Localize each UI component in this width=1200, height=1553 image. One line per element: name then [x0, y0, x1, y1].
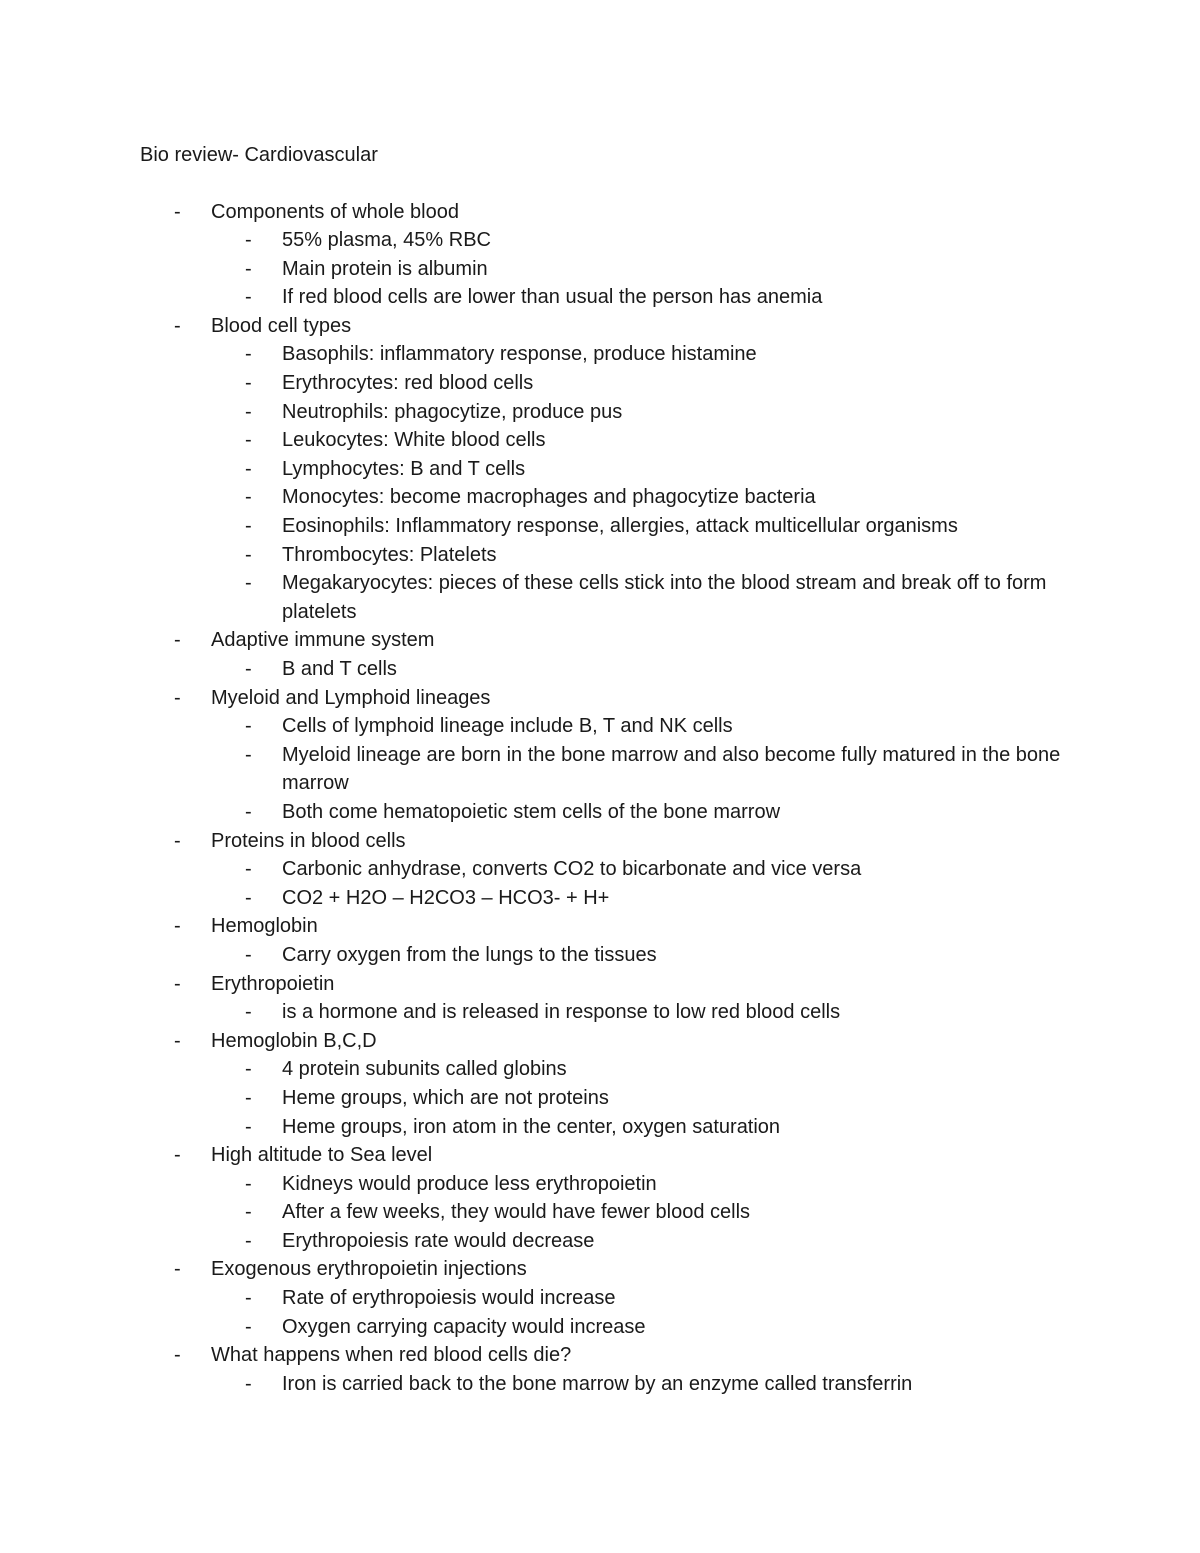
section-heading-text: Erythropoietin [211, 972, 335, 995]
section-heading [0, 1027, 1200, 1056]
sub-point [0, 1370, 1200, 1399]
section-heading-text: Components of whole blood [211, 200, 459, 223]
section-heading-text: Blood cell types [211, 314, 352, 337]
sub-point-text: 55% plasma, 45% RBC [282, 229, 491, 252]
sub-point [0, 569, 1200, 626]
section-heading-text: What happens when red blood cells die? [211, 1344, 572, 1367]
bullet-dash: - [245, 372, 252, 395]
sub-point [0, 426, 1200, 455]
sub-point [0, 712, 1200, 741]
sub-point-text: B and T cells [282, 658, 397, 680]
bullet-dash: - [245, 572, 252, 595]
bullet-dash: - [245, 429, 252, 452]
bullet-dash: - [245, 486, 252, 509]
sub-point [0, 512, 1200, 541]
page-title: Bio review- Cardiovascular [140, 144, 378, 166]
sub-point [0, 541, 1200, 570]
bullet-dash: - [245, 858, 252, 881]
bullet-dash: - [245, 1229, 252, 1252]
bullet-dash: - [174, 1144, 181, 1167]
sub-point-text: Iron is carried back to the bone marrow by an enzyme called transferrin [282, 1372, 913, 1395]
section-heading [0, 312, 1200, 341]
sub-point-text: 4 protein subunits called globins [282, 1058, 567, 1081]
bullet-dash: - [245, 800, 252, 823]
sub-point-text: Erythropoiesis rate would decrease [282, 1229, 595, 1252]
section-heading [0, 626, 1200, 655]
bullet-dash: - [245, 286, 252, 309]
sub-point [0, 655, 1200, 684]
section-heading-text: Proteins in blood cells [211, 829, 406, 852]
bullet-dash: - [245, 743, 252, 766]
bullet-dash: - [174, 1029, 181, 1052]
bullet-dash: - [174, 1258, 181, 1281]
sub-point-text: Megakaryocytes: pieces of these cells stick into the blood stream and break off to form platelets [282, 572, 1047, 623]
section-heading-text: Adaptive immune system [211, 629, 435, 652]
bullet-dash: - [245, 1201, 252, 1224]
bullet-dash: - [174, 829, 181, 852]
sub-point-text: Monocytes: become macrophages and phagocytize bacteria [282, 486, 816, 509]
sub-point-text: Basophils: inflammatory response, produce histamine [282, 343, 757, 366]
sub-point [0, 1198, 1200, 1227]
sub-point [0, 255, 1200, 284]
bullet-dash: - [245, 543, 252, 566]
bullet-dash: - [174, 686, 181, 709]
sub-point-text: After a few weeks, they would have fewer blood cells [282, 1201, 751, 1224]
section-heading [0, 970, 1200, 999]
bullet-dash: - [174, 1344, 181, 1367]
sub-point-text: Erythrocytes: red blood cells [282, 372, 534, 395]
sub-point [0, 884, 1200, 913]
bullet-dash: - [245, 1315, 252, 1338]
sub-point-text: Neutrophils: phagocytize, produce pus [282, 400, 623, 423]
sub-point [0, 1084, 1200, 1113]
section-heading-text: Hemoglobin [211, 915, 318, 938]
sub-point [0, 941, 1200, 970]
notes-outline [0, 198, 1200, 1399]
bullet-dash: - [245, 1086, 252, 1109]
sub-point [0, 998, 1200, 1027]
sub-point [0, 1170, 1200, 1199]
section-heading [0, 1341, 1200, 1370]
bullet-dash: - [245, 1172, 252, 1195]
bullet-dash: - [245, 229, 252, 252]
bullet-dash: - [245, 257, 252, 280]
bullet-dash: - [245, 457, 252, 480]
sub-point [0, 283, 1200, 312]
section-heading-text: Hemoglobin B,C,D [211, 1029, 377, 1052]
sub-point-text: Carbonic anhydrase, converts CO2 to bicarbonate and vice versa [282, 858, 862, 881]
sub-point [0, 1313, 1200, 1342]
sub-point [0, 1227, 1200, 1256]
section-heading [0, 198, 1200, 227]
sub-point-text: Carry oxygen from the lungs to the tissues [282, 943, 657, 966]
bullet-dash: - [245, 943, 252, 966]
bullet-dash: - [174, 972, 181, 995]
sub-point-text: Both come hematopoietic stem cells of the bone marrow [282, 800, 781, 823]
bullet-dash: - [245, 886, 252, 909]
bullet-dash: - [245, 515, 252, 538]
sub-point [0, 1113, 1200, 1142]
sub-point [0, 855, 1200, 884]
sub-point [0, 1055, 1200, 1084]
sub-point-text: Thrombocytes: Platelets [282, 543, 497, 566]
sub-point-text: Eosinophils: Inflammatory response, allergies, attack multicellular organisms [282, 515, 958, 538]
sub-point-text: Rate of erythropoiesis would increase [282, 1287, 616, 1310]
sub-point-text: If red blood cells are lower than usual the person has anemia [282, 286, 823, 309]
bullet-dash: - [174, 629, 181, 652]
sub-point [0, 798, 1200, 827]
section-heading [0, 827, 1200, 856]
section-heading [0, 1141, 1200, 1170]
sub-point-text: is a hormone and is released in response to low red blood cells [282, 1001, 841, 1024]
sub-point-text: Heme groups, iron atom in the center, oxygen saturation [282, 1115, 781, 1138]
sub-point-text: CO2 + H2O – H2CO3 – HCO3- + H+ [282, 886, 610, 909]
sub-point [0, 455, 1200, 484]
bullet-dash: - [245, 715, 252, 738]
sub-point [0, 340, 1200, 369]
bullet-dash: - [245, 1372, 252, 1395]
sub-point-text: Heme groups, which are not proteins [282, 1086, 609, 1109]
bullet-dash: - [174, 915, 181, 938]
sub-point-text: Kidneys would produce less erythropoietin [282, 1172, 657, 1195]
section-heading [0, 684, 1200, 713]
section-heading [0, 912, 1200, 941]
section-heading-text: Exogenous erythropoietin injections [211, 1258, 527, 1281]
sub-point-text: Myeloid lineage are born in the bone marrow and also become fully matured in the bone marrow [282, 743, 1061, 795]
sub-point [0, 483, 1200, 512]
sub-point-text: Leukocytes: White blood cells [282, 429, 546, 452]
bullet-dash: - [245, 400, 252, 423]
sub-point-text: Main protein is albumin [282, 257, 488, 280]
sub-point [0, 226, 1200, 255]
bullet-dash: - [245, 1287, 252, 1310]
sub-point [0, 369, 1200, 398]
bullet-dash: - [245, 1058, 252, 1081]
sub-point [0, 398, 1200, 427]
section-heading-text: High altitude to Sea level [211, 1144, 433, 1167]
sub-point-text: Lymphocytes: B and T cells [282, 457, 526, 480]
section-heading-text: Myeloid and Lymphoid lineages [211, 686, 491, 709]
sub-point-text: Oxygen carrying capacity would increase [282, 1315, 646, 1338]
bullet-dash: - [245, 1001, 252, 1024]
bullet-dash: - [245, 343, 252, 366]
bullet-dash: - [174, 314, 181, 337]
sub-point [0, 741, 1200, 798]
bullet-dash: - [245, 1115, 252, 1138]
section-heading [0, 1255, 1200, 1284]
sub-point [0, 1284, 1200, 1313]
sub-point-text: Cells of lymphoid lineage include B, T and NK cells [282, 715, 733, 738]
bullet-dash: - [174, 200, 181, 223]
bullet-dash: - [245, 658, 252, 680]
